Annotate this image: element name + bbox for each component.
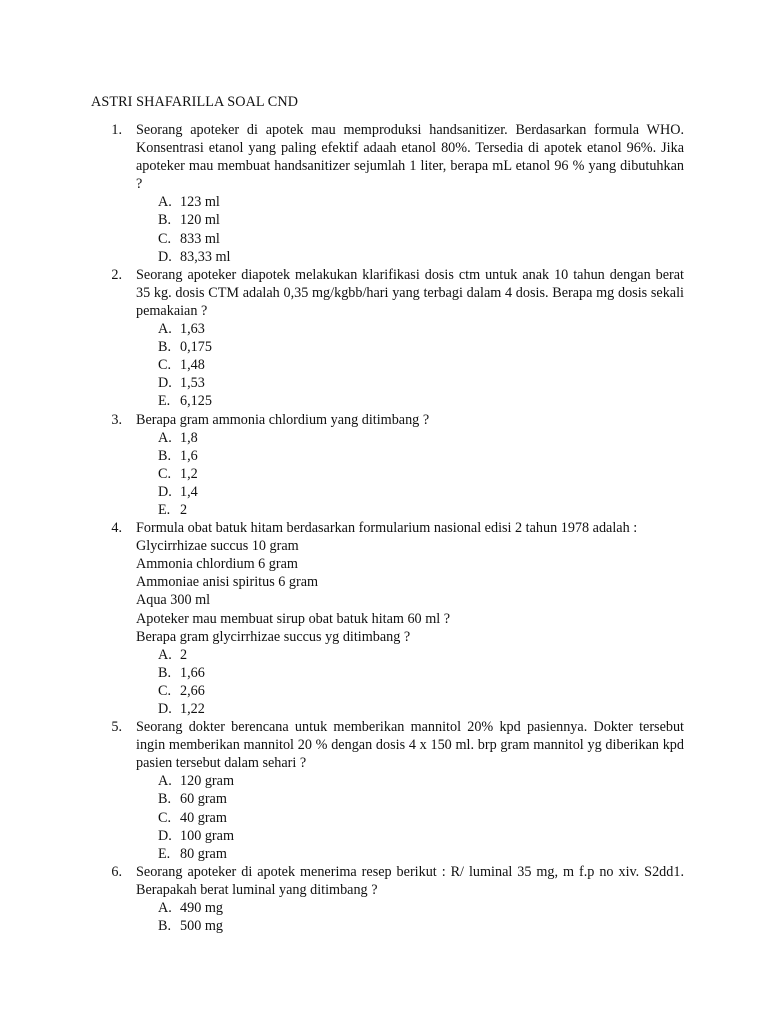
option-letter: B.	[158, 447, 172, 464]
option-c	[158, 809, 684, 827]
option-list	[158, 899, 684, 935]
option-list	[158, 429, 684, 519]
option-letter: C.	[158, 465, 172, 482]
question-text: Seorang dokter berencana untuk memberikan mannitol 20% kpd pasiennya. Dokter tersebut ingin memberikan mannitol 20 % dengan dosis 4 x 150 ml. brp gram mannitol yg diberikan kpd pasien tersebut dalam sehari ?	[136, 719, 684, 772]
question-text: Apoteker mau membuat sirup obat batuk hitam 60 ml ?	[136, 610, 451, 627]
option-letter: E.	[158, 501, 171, 518]
question-text: Seorang apoteker diapotek melakukan klarifikasi dosis ctm untuk anak 10 tahun dengan berat 35 kg. dosis CTM adalah 0,35 mg/kgbb/hari yang terbagi dalam 4 dosis. Berapa mg dosis sekali pemakaian ?	[136, 266, 684, 319]
option-c	[158, 230, 684, 248]
option-a	[158, 772, 684, 790]
question-number: 1.	[111, 122, 122, 138]
option-text: 60 gram	[180, 791, 227, 808]
option-letter: B.	[158, 339, 172, 356]
option-a	[158, 320, 684, 338]
option-text: 833 ml	[180, 230, 220, 247]
formula-line: Glycirrhizae succus 10 gram	[136, 538, 299, 555]
option-text: 2,66	[180, 682, 205, 699]
option-letter: A.	[158, 429, 172, 446]
option-d	[158, 700, 684, 718]
option-a	[158, 646, 684, 664]
option-text: 2	[180, 646, 188, 663]
question-2	[100, 266, 684, 411]
option-text: 6,125	[180, 393, 212, 410]
option-letter: D.	[158, 701, 172, 717]
option-letter: D.	[158, 375, 172, 392]
option-text: 120 ml	[180, 212, 220, 229]
option-text: 1,4	[180, 483, 198, 500]
option-letter: D.	[158, 248, 172, 265]
option-b	[158, 790, 684, 808]
option-letter: E.	[158, 845, 171, 862]
question-list	[100, 121, 684, 935]
option-text: 1,48	[180, 357, 205, 374]
option-letter: C.	[158, 357, 172, 374]
option-text: 1,66	[180, 664, 205, 681]
option-text: 100 gram	[180, 827, 234, 844]
formula-line: Ammoniae anisi spiritus 6 gram	[136, 574, 319, 591]
option-text: 83,33 ml	[180, 248, 231, 265]
option-e	[158, 845, 684, 863]
question-text: Berapa gram glycirrhizae succus yg ditimbang ?	[136, 628, 411, 645]
option-text: 0,175	[180, 339, 212, 356]
option-text: 500 mg	[180, 918, 223, 935]
option-a	[158, 899, 684, 917]
option-text: 1,2	[180, 465, 198, 482]
formula-line: Ammonia chlordium 6 gram	[136, 556, 298, 573]
option-text: 1,6	[180, 447, 198, 464]
option-list	[158, 646, 684, 718]
option-text: 80 gram	[180, 845, 227, 862]
option-letter: C.	[158, 230, 172, 247]
option-letter: A.	[158, 773, 172, 790]
option-c	[158, 356, 684, 374]
question-text: Berapa gram ammonia chlordium yang ditimbang ?	[136, 411, 430, 428]
option-d	[158, 374, 684, 392]
option-b	[158, 338, 684, 356]
option-text: 123 ml	[180, 194, 220, 211]
question-5	[100, 718, 684, 863]
option-c	[158, 682, 684, 700]
option-letter: A.	[158, 646, 172, 663]
option-text: 2	[180, 501, 188, 518]
question-number: 3.	[111, 411, 122, 428]
option-text: 490 mg	[180, 900, 223, 917]
option-b	[158, 664, 684, 682]
question-number: 6.	[111, 863, 122, 880]
option-b	[158, 917, 684, 935]
option-e	[158, 392, 684, 410]
question-text: Seorang apoteker di apotek menerima resep berikut : R/ luminal 35 mg, m f.p no xiv. S2dd1. Berapakah berat luminal yang ditimbang ?	[136, 863, 684, 898]
option-letter: B.	[158, 791, 172, 808]
option-letter: A.	[158, 194, 172, 211]
question-4	[100, 519, 684, 718]
option-b	[158, 211, 684, 229]
option-list	[158, 772, 684, 862]
question-text: Seorang apoteker di apotek mau memproduksi handsanitizer. Berdasarkan formula WHO. Konsentrasi etanol yang paling efektif adaah etanol 80%. Tersedia di apotek etanol 96%. Jika apoteker mau membuat handsanitizer sejumlah 1 liter, berapa mL etanol 96 % yang dibutuhkan ?	[136, 122, 684, 193]
option-d	[158, 483, 684, 501]
option-letter: B.	[158, 664, 172, 681]
question-text: Formula obat batuk hitam berdasarkan formularium nasional edisi 2 tahun 1978 adalah :	[136, 520, 638, 537]
option-text: 1,8	[180, 429, 198, 446]
option-text: 1,22	[180, 701, 205, 717]
option-list	[158, 193, 684, 265]
document-title: ASTRI SHAFARILLA SOAL CND	[91, 94, 299, 110]
option-text: 1,63	[180, 321, 205, 338]
option-e	[158, 501, 684, 519]
question-number: 5.	[111, 719, 122, 736]
option-letter: A.	[158, 321, 172, 338]
option-letter: D.	[158, 827, 172, 844]
option-d	[158, 827, 684, 845]
question-3	[100, 411, 684, 520]
option-text: 120 gram	[180, 773, 234, 790]
option-letter: C.	[158, 809, 172, 826]
question-6	[100, 863, 684, 935]
option-letter: E.	[158, 393, 171, 410]
option-letter: B.	[158, 918, 172, 935]
option-text: 40 gram	[180, 809, 227, 826]
option-letter: C.	[158, 682, 172, 699]
option-letter: B.	[158, 212, 172, 229]
option-c	[158, 465, 684, 483]
option-text: 1,53	[180, 375, 205, 392]
option-a	[158, 429, 684, 447]
option-b	[158, 447, 684, 465]
option-d	[158, 248, 684, 266]
formula-line: Aqua 300 ml	[136, 592, 211, 609]
question-number: 4.	[111, 520, 122, 537]
question-number: 2.	[111, 266, 122, 283]
option-letter: D.	[158, 483, 172, 500]
question-1	[100, 121, 684, 266]
option-list	[158, 320, 684, 410]
option-a	[158, 193, 684, 211]
option-letter: A.	[158, 900, 172, 917]
